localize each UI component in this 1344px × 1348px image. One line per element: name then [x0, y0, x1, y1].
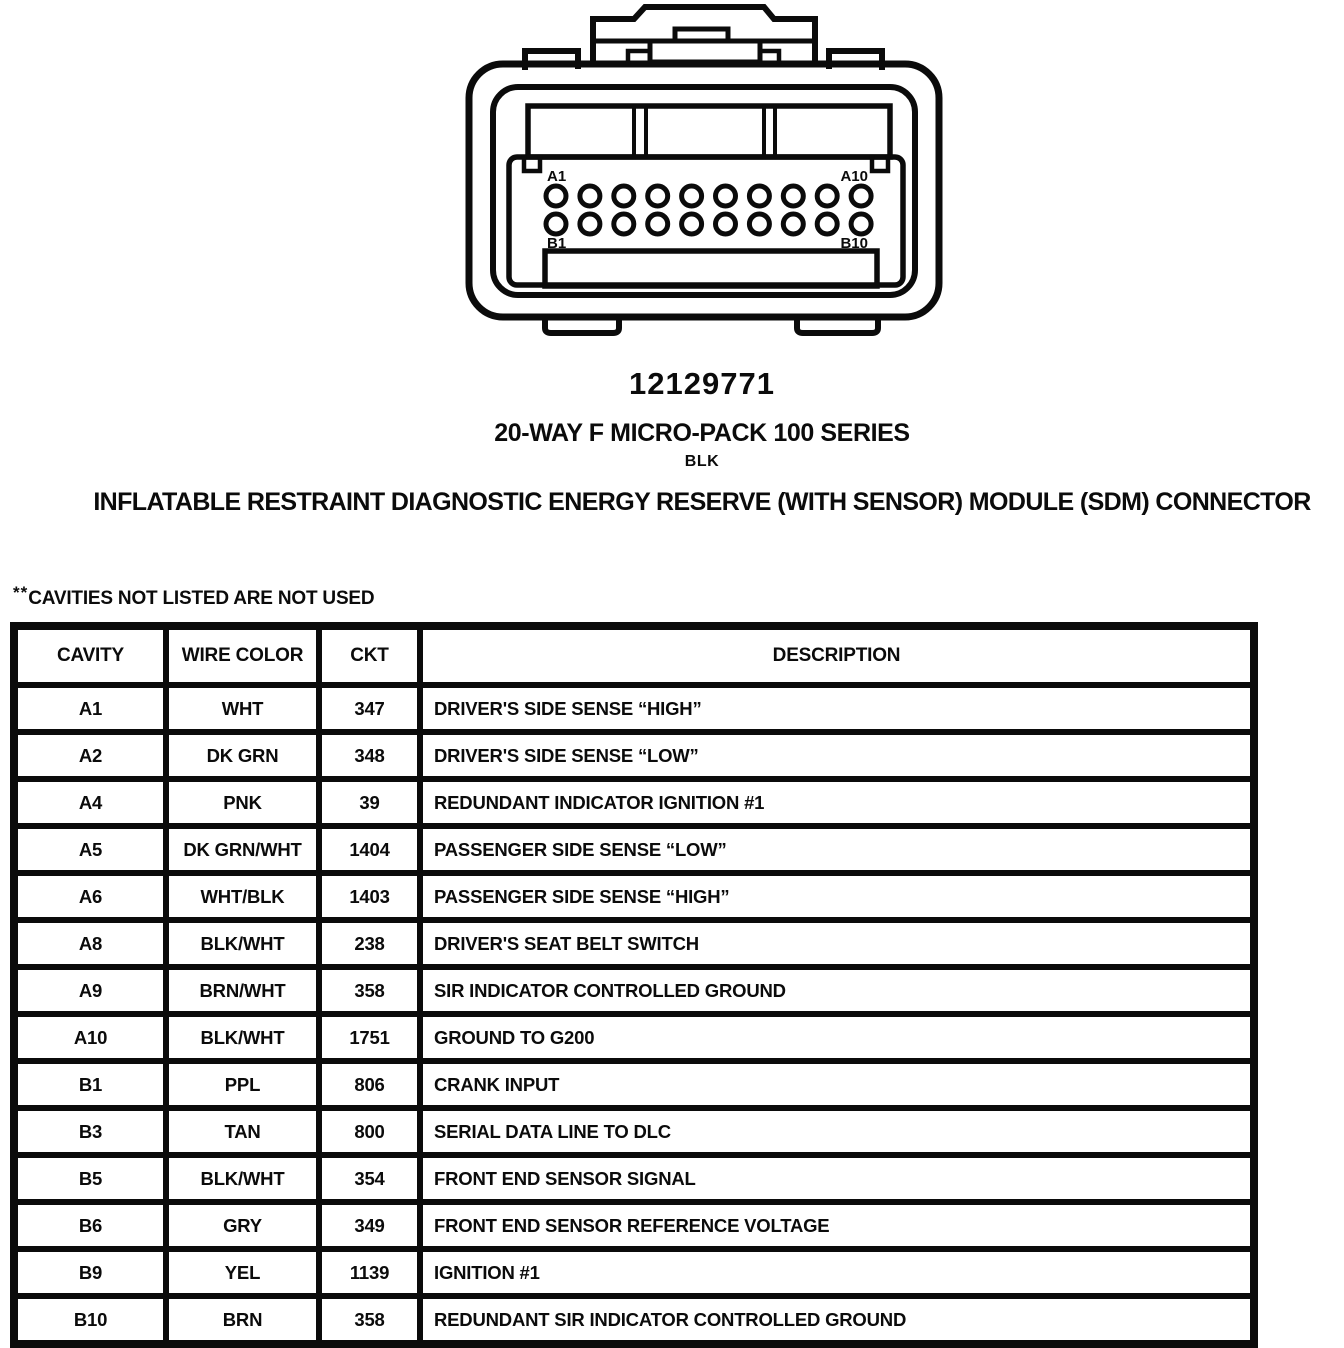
note-text: CAVITIES NOT LISTED ARE NOT USED: [28, 588, 375, 609]
pin-B6: [716, 214, 736, 234]
header-ckt: CKT: [319, 626, 420, 685]
cell-wire-color: YEL: [166, 1249, 319, 1296]
table-row: [14, 920, 1254, 967]
pinout-table-body: [14, 685, 1254, 1344]
cell-description: PASSENGER SIDE SENSE “HIGH”: [420, 873, 1254, 920]
cell-cavity: B6: [14, 1202, 166, 1249]
connector-series: 20-WAY F MICRO-PACK 100 SERIES: [494, 419, 910, 447]
cell-wire-color: DK GRN: [166, 732, 319, 779]
table-row: [14, 1014, 1254, 1061]
cell-ckt: 1139: [319, 1249, 420, 1296]
pin-A7: [749, 186, 769, 206]
header-wire-color: WIRE COLOR: [166, 626, 319, 685]
cell-ckt: 358: [319, 967, 420, 1014]
cell-wire-color: BRN: [166, 1296, 319, 1344]
cell-wire-color: WHT/BLK: [166, 873, 319, 920]
table-row: [14, 1202, 1254, 1249]
cell-ckt: 1404: [319, 826, 420, 873]
bottom-slot: [545, 251, 877, 286]
cell-description: REDUNDANT INDICATOR IGNITION #1: [420, 779, 1254, 826]
pin-label-a1: A1: [547, 168, 567, 185]
cell-ckt: 39: [319, 779, 420, 826]
table-row: [14, 1296, 1254, 1344]
cell-wire-color: WHT: [166, 685, 319, 732]
latch-detail: [628, 51, 646, 62]
cell-cavity: A1: [14, 685, 166, 732]
header-cavity: CAVITY: [14, 626, 166, 685]
cell-ckt: 347: [319, 685, 420, 732]
pin-A4: [648, 186, 668, 206]
cell-wire-color: DK GRN/WHT: [166, 826, 319, 873]
cell-description: DRIVER'S SEAT BELT SWITCH: [420, 920, 1254, 967]
pin-B3: [614, 214, 634, 234]
cell-ckt: 354: [319, 1155, 420, 1202]
cell-ckt: 800: [319, 1108, 420, 1155]
pin-A5: [682, 186, 702, 206]
latch-detail: [762, 51, 779, 62]
page-title: INFLATABLE RESTRAINT DIAGNOSTIC ENERGY RESERVE (WITH SENSOR) MODULE (SDM) CONNECTOR: [93, 488, 1311, 516]
cell-cavity: B3: [14, 1108, 166, 1155]
cell-wire-color: GRY: [166, 1202, 319, 1249]
part-number: 12129771: [629, 366, 775, 401]
cell-wire-color: TAN: [166, 1108, 319, 1155]
cell-description: IGNITION #1: [420, 1249, 1254, 1296]
pin-A1: [546, 186, 566, 206]
table-row: [14, 826, 1254, 873]
table-row: [14, 873, 1254, 920]
cell-cavity: A9: [14, 967, 166, 1014]
table-row: [14, 1249, 1254, 1296]
connector-diagram: [440, 0, 960, 356]
pin-A8: [783, 186, 803, 206]
pin-B4: [648, 214, 668, 234]
table-row: [14, 779, 1254, 826]
pin-A3: [614, 186, 634, 206]
cell-ckt: 1751: [319, 1014, 420, 1061]
pin-A2: [580, 186, 600, 206]
cell-description: DRIVER'S SIDE SENSE “LOW”: [420, 732, 1254, 779]
pin-label-b1: B1: [547, 235, 567, 252]
pin-B2: [580, 214, 600, 234]
pin-label-a10: A10: [840, 168, 868, 185]
pin-A6: [716, 186, 736, 206]
cell-cavity: B10: [14, 1296, 166, 1344]
cell-wire-color: PPL: [166, 1061, 319, 1108]
cell-wire-color: BLK/WHT: [166, 920, 319, 967]
note-asterisks: **: [13, 583, 29, 602]
cell-wire-color: PNK: [166, 779, 319, 826]
cell-cavity: A5: [14, 826, 166, 873]
table-row: [14, 1108, 1254, 1155]
pin-A10: [851, 186, 871, 206]
connector-color-code: BLK: [684, 453, 720, 470]
pin-B10: [851, 214, 871, 234]
pin-B7: [749, 214, 769, 234]
table-header-row: [14, 626, 1254, 685]
cell-cavity: A2: [14, 732, 166, 779]
pin-A9: [817, 186, 837, 206]
table-row: [14, 1155, 1254, 1202]
cell-description: DRIVER'S SIDE SENSE “HIGH”: [420, 685, 1254, 732]
pin-B1: [546, 214, 566, 234]
cell-wire-color: BLK/WHT: [166, 1014, 319, 1061]
cell-ckt: 349: [319, 1202, 420, 1249]
latch-button: [650, 41, 760, 62]
pin-grid: [546, 186, 871, 234]
header-description: DESCRIPTION: [420, 626, 1254, 685]
table-row: [14, 732, 1254, 779]
cell-ckt: 348: [319, 732, 420, 779]
cell-description: SIR INDICATOR CONTROLLED GROUND: [420, 967, 1254, 1014]
cell-cavity: A8: [14, 920, 166, 967]
cell-wire-color: BLK/WHT: [166, 1155, 319, 1202]
cell-description: PASSENGER SIDE SENSE “LOW”: [420, 826, 1254, 873]
pin-B8: [783, 214, 803, 234]
cell-ckt: 1403: [319, 873, 420, 920]
cell-cavity: B5: [14, 1155, 166, 1202]
cell-description: FRONT END SENSOR REFERENCE VOLTAGE: [420, 1202, 1254, 1249]
pin-B9: [817, 214, 837, 234]
table-row: [14, 967, 1254, 1014]
cell-cavity: A4: [14, 779, 166, 826]
pinout-table: [10, 622, 1258, 1348]
table-row: [14, 685, 1254, 732]
cell-cavity: B9: [14, 1249, 166, 1296]
cell-ckt: 238: [319, 920, 420, 967]
cell-description: FRONT END SENSOR SIGNAL: [420, 1155, 1254, 1202]
cell-description: REDUNDANT SIR INDICATOR CONTROLLED GROUND: [420, 1296, 1254, 1344]
cell-ckt: 806: [319, 1061, 420, 1108]
cell-description: CRANK INPUT: [420, 1061, 1254, 1108]
pin-B5: [682, 214, 702, 234]
cell-cavity: B1: [14, 1061, 166, 1108]
cavities-note: [13, 583, 374, 610]
table-row: [14, 1061, 1254, 1108]
cell-wire-color: BRN/WHT: [166, 967, 319, 1014]
pin-label-b10: B10: [840, 235, 868, 252]
cell-cavity: A6: [14, 873, 166, 920]
keyway-slot: [528, 106, 890, 157]
cell-description: GROUND TO G200: [420, 1014, 1254, 1061]
cell-description: SERIAL DATA LINE TO DLC: [420, 1108, 1254, 1155]
cell-cavity: A10: [14, 1014, 166, 1061]
cell-ckt: 358: [319, 1296, 420, 1344]
